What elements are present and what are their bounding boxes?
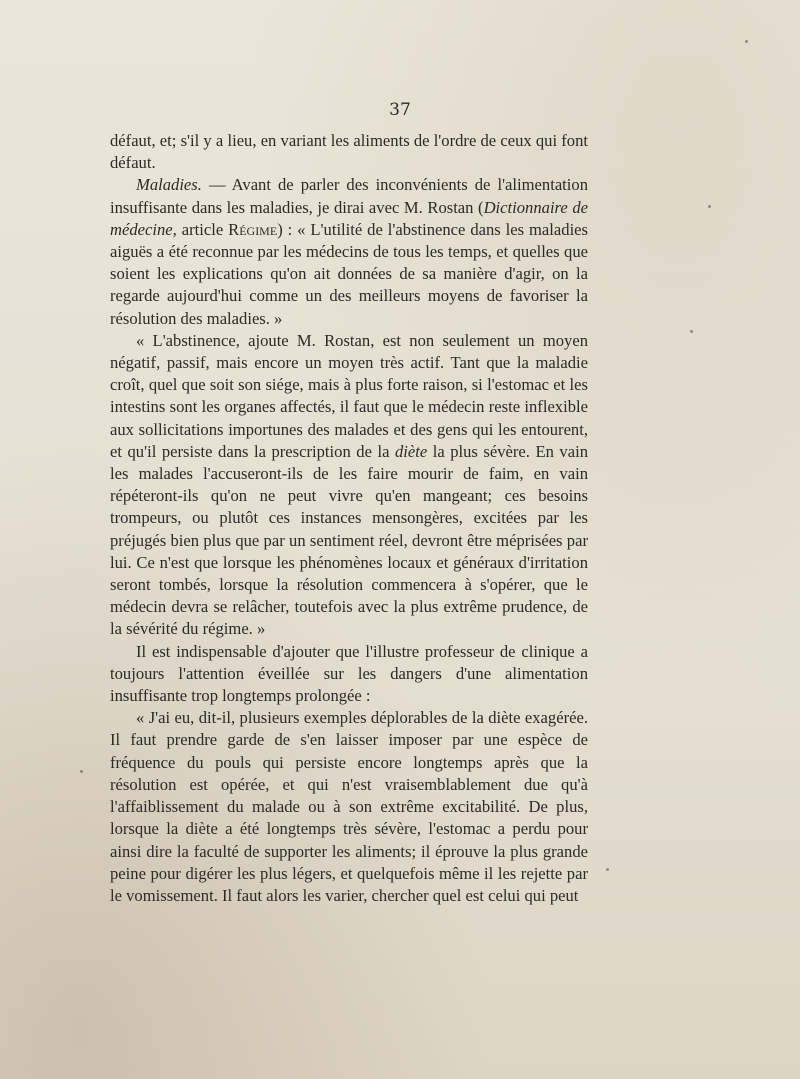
paper-speck — [606, 868, 609, 871]
emphasis-word: diète — [394, 441, 428, 461]
article-name: Régime — [228, 219, 278, 239]
paragraph-text: « L'abstinence, ajoute M. Rostan, est non seulement un moyen négatif, passif, mais encore un moyen très actif. Tant que la maladie croît, quel que soit son siége, mais à plus forte raison, si l'estomac et les intestins sont les organes affectés, il faut que le médecin reste inflexible aux sollicitations importunes des malades et des gens qui les entourent, et qu'il persiste dans la prescription de la — [110, 330, 588, 461]
body-text — [110, 130, 588, 907]
paragraph-text: « J'ai eu, dit-il, plusieurs exemples déplorables de la diète exagérée. Il faut prendre garde de s'en laisser imposer par une espèce de fréquence du pouls qui persiste encore longtemps après que la résolution est opérée, et qui n'est vraisemblablement due qu'à l'affaiblissement du malade ou à son extrême excitabilité. De plus, lorsque la diète a été longtemps très sévère, l'estomac a perdu pour ainsi dire la faculté de supporter les aliments; il éprouve la plus grande peine pour digérer les plus légers, et quelquefois même il les rejette par le vomissement. Il faut alors les varier, chercher quel est celui qui peut — [110, 708, 588, 905]
paragraph-text: , article — [172, 219, 229, 239]
paper-speck — [745, 40, 748, 43]
paper-speck — [708, 205, 711, 208]
paper-speck — [690, 330, 693, 333]
paragraph-text: la plus sévère. En vain les malades l'accuseront-ils de les faire mourir de faim, en vain répéteront-ils qu'on ne peut vivre qu'en mangeant; ces besoins trompeurs, ou plutôt ces instances mensongères, excitées par les préjugés bien plus que par un sentiment réel, devront être méprisées par lui. Ce n'est que lorsque les phénomènes locaux et généraux d'irritation seront tombés, lorsque la résolution commencera à s'opérer, que le médecin devra se relâcher, toutefois avec la plus extrême prudence, de la sévérité du régime. » — [110, 441, 588, 639]
paragraph-4 — [110, 641, 588, 708]
paragraph-2 — [110, 174, 588, 329]
paragraph-text: Il est indispensable d'ajouter que l'illustre professeur de clinique a toujours l'attention éveillée sur les dangers d'une alimentation insuffisante trop longtemps prolongée : — [110, 641, 588, 706]
paragraph-5 — [110, 707, 588, 907]
paper-speck — [80, 770, 83, 773]
section-heading: Maladies. — [136, 175, 202, 195]
paragraph-text: défaut, et; s'il y a lieu, en variant les aliments de l'ordre de ceux qui font défaut. — [110, 131, 588, 173]
citation-title: Dictionnaire de médecine — [110, 197, 588, 239]
paragraph-1 — [110, 130, 588, 174]
paragraph-text: — Avant de parler des inconvénients de l'alimentation insuffisante dans les maladies, je dirai avec M. Rostan ( — [110, 175, 588, 217]
page-number: 37 — [389, 100, 411, 120]
paragraph-text: ) : « L'utilité de l'abstinence dans les maladies aiguës a été reconnue par les médecins de tous les temps, et quelles que soient les explications qu'on ait données de sa manière d'agir, on la regarde aujourd'hui comme un des meilleurs moyens de favoriser la résolution des maladies. » — [110, 219, 589, 328]
paragraph-3 — [110, 330, 588, 641]
